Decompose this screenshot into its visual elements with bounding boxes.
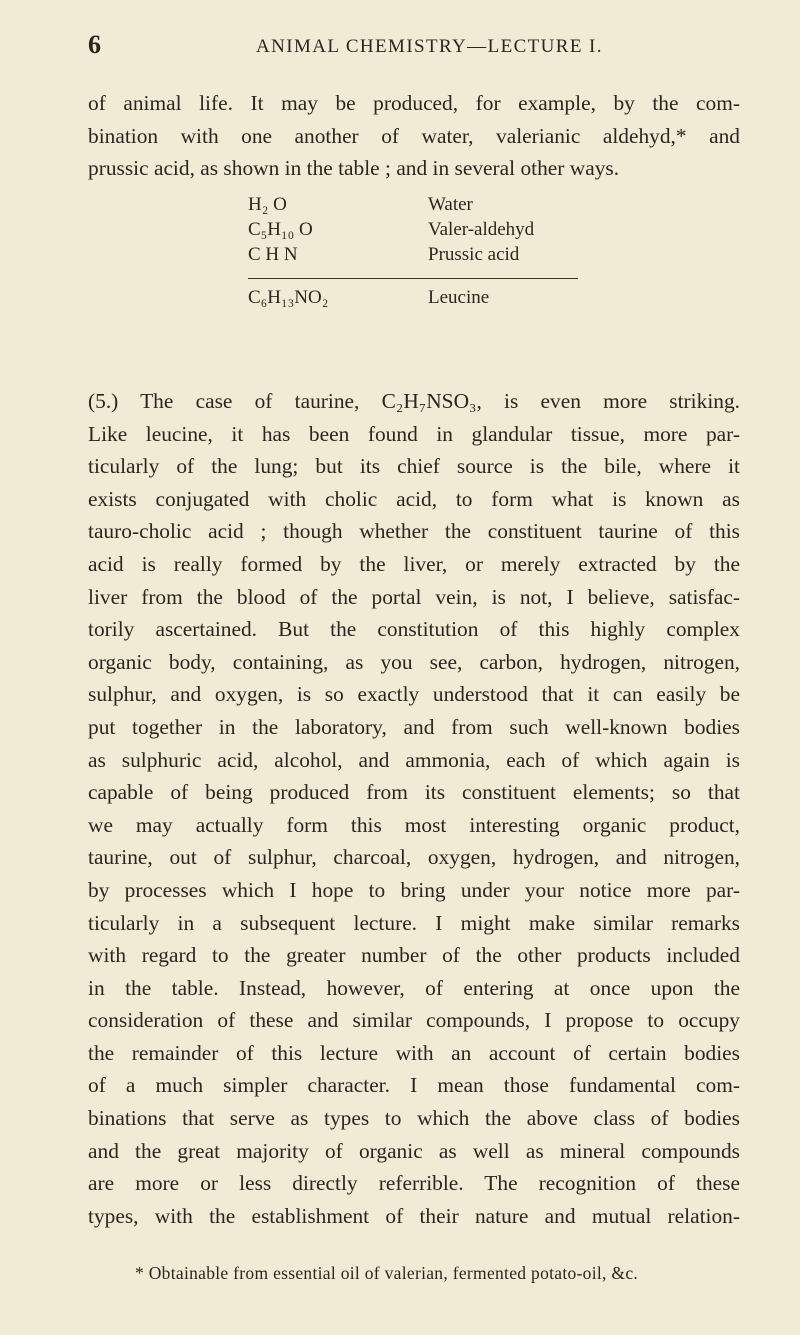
formula-cell: C₅H₁₀ O [248, 219, 313, 240]
page-header [88, 30, 740, 60]
formula-cell: C H N [248, 244, 298, 265]
name-cell: Water [428, 194, 473, 215]
table-row [248, 219, 578, 245]
text-line: of a much simpler character. I mean those fundamental com- [88, 1073, 740, 1098]
text-line: as sulphuric acid, alcohol, and ammonia, each of which again is [88, 747, 740, 772]
text-line: organic body, containing, as you see, carbon, hydrogen, nitrogen, [88, 649, 740, 674]
sum-rule [248, 278, 578, 279]
text-line: binations that serve as types to which the above class of bodies [88, 1106, 740, 1131]
paragraph-taurine [88, 385, 740, 1232]
table-row [248, 194, 578, 220]
paragraph-intro [88, 87, 740, 185]
running-head: ANIMAL CHEMISTRY—LECTURE I. [256, 36, 603, 57]
text-line: with regard to the greater number of the other products included [88, 943, 740, 968]
text-line: put together in the laboratory, and from such well-known bodies [88, 714, 740, 739]
name-cell: Prussic acid [428, 244, 520, 265]
text-line: (5.) The case of taurine, C₂H₇NSO₃, is even more striking. [88, 389, 740, 413]
formula-cell: H₂ O [248, 194, 287, 215]
text-line: ticularly of the lung; but its chief source is the bile, where it [88, 454, 740, 479]
text-line: are more or less directly referrible. The recognition of these [88, 1171, 740, 1196]
text-line: in the table. Instead, however, of entering at once upon the [88, 975, 740, 1000]
text-line: prussic acid, as shown in the table ; and in several other ways. [88, 156, 620, 181]
text-line: of animal life. It may be produced, for example, by the com- [88, 91, 740, 115]
text-line: liver from the blood of the portal vein, is not, I believe, satisfac- [88, 584, 740, 609]
text-line: Like leucine, it has been found in glandular tissue, more par- [88, 421, 740, 446]
name-cell: Leucine [428, 287, 490, 308]
text-line: acid is really formed by the liver, or merely extracted by the [88, 551, 740, 576]
page-number: 6 [88, 30, 101, 59]
table-result-row [248, 287, 578, 313]
text-line: consideration of these and similar compounds, I propose to occupy [88, 1008, 740, 1033]
text-line: ticularly in a subsequent lecture. I might make similar remarks [88, 910, 740, 935]
name-cell: Valer-aldehyd [428, 219, 535, 240]
footnote: * Obtainable from essential oil of valerian, fermented potato-oil, &c. [135, 1263, 639, 1283]
text-line: torily ascertained. But the constitution of this highly complex [88, 617, 740, 642]
table-row [248, 244, 578, 270]
text-line: bination with one another of water, valerianic aldehyd,* and [88, 123, 740, 148]
text-line: we may actually form this most interesting organic product, [88, 812, 740, 837]
text-line: tauro-cholic acid ; though whether the constituent taurine of this [88, 519, 740, 544]
text-line: types, with the establishment of their nature and mutual relation- [88, 1203, 740, 1228]
formula-cell: C₆H₁₃NO₂ [248, 287, 329, 308]
text-line: taurine, out of sulphur, charcoal, oxygen, hydrogen, and nitrogen, [88, 845, 740, 870]
text-line: exists conjugated with cholic acid, to form what is known as [88, 486, 740, 511]
text-line: the remainder of this lecture with an account of certain bodies [88, 1040, 740, 1065]
text-line: sulphur, and oxygen, is so exactly understood that it can easily be [88, 682, 740, 707]
text-line: capable of being produced from its constituent elements; so that [88, 780, 740, 805]
text-line: by processes which I hope to bring under your notice more par- [88, 877, 740, 902]
text-line: and the great majority of organic as well as mineral compounds [88, 1138, 740, 1163]
